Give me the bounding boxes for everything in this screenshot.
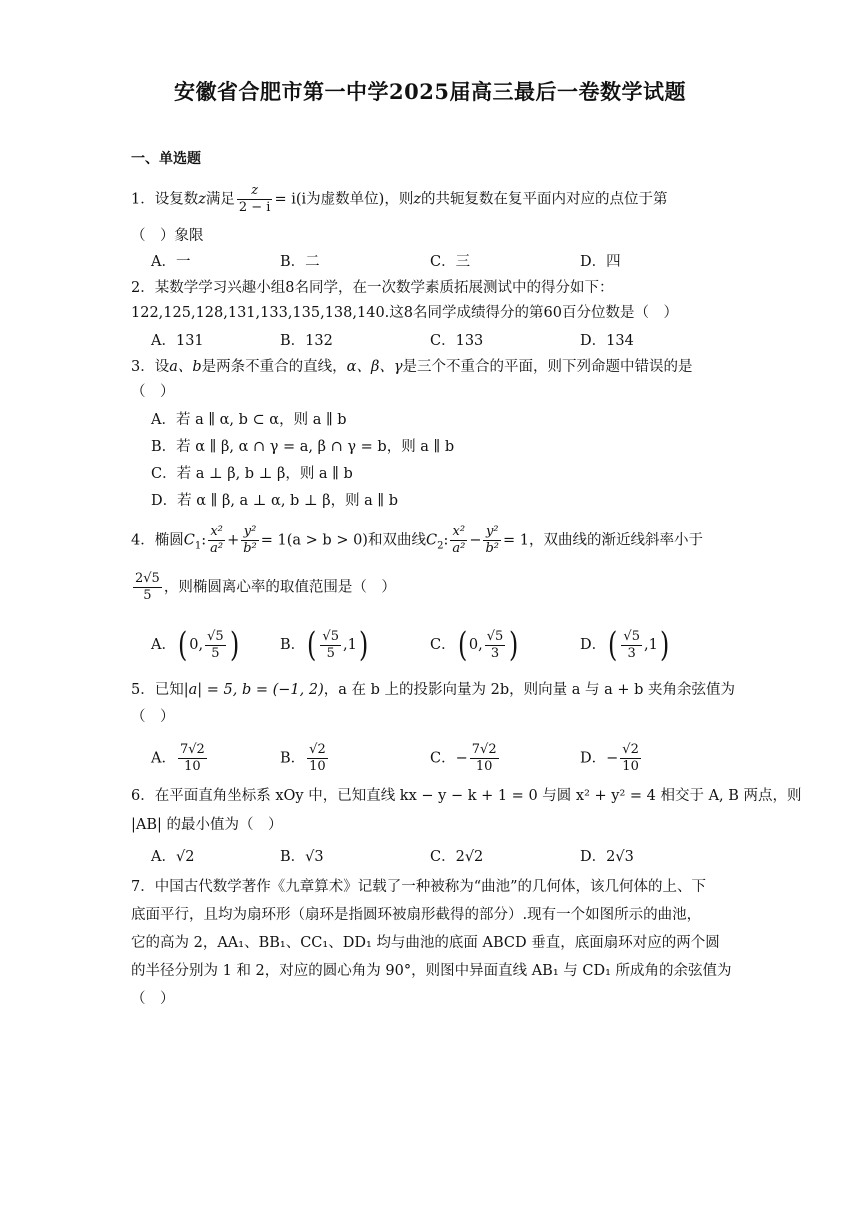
q3-option-c: C．若 a ⊥ β, b ⊥ β，则 a ∥ b: [151, 466, 353, 482]
q5-c-sign: −: [455, 750, 468, 767]
q5-option-b: [280, 742, 330, 775]
q3-line1: [131, 357, 693, 377]
q4-y2: y²: [241, 524, 259, 541]
q4-c-left: 0,: [468, 637, 483, 653]
q3-line2: （ ）: [131, 384, 175, 400]
q5-d-sign: −: [606, 750, 619, 767]
q6-line2: |AB| 的最小值为（ ）: [131, 817, 283, 833]
q4-option-d: D．( $\frac{√5}{3}$ ,1): [580, 625, 670, 665]
q5-c-num: 7√2: [471, 742, 497, 757]
q6-option-a: A．√2: [151, 849, 195, 865]
q5-option-c: [430, 742, 501, 775]
q4-d-den: 3: [627, 645, 636, 661]
q7-line5: （ ）: [131, 991, 175, 1007]
q4-ellipse-eq: = 1(a > b > 0): [260, 532, 368, 549]
q3-option-a: A．若 a ∥ α, b ⊂ α，则 a ∥ b: [151, 412, 347, 428]
q4-b2b: b²: [485, 541, 500, 556]
q4-a-num: √5: [207, 628, 224, 644]
q4-c-num: √5: [486, 628, 504, 644]
q4-frac-y2: [483, 524, 501, 557]
q4-text-b: 和双曲线: [367, 532, 426, 549]
q2-line1: 2．某数学学习兴趣小组8名同学，在一次数学素质拓展测试中的得分如下：: [131, 280, 614, 296]
q4-frac-x2: [450, 524, 467, 557]
q4-b-num: √5: [322, 628, 339, 644]
exam-title: 安徽省合肥市第一中学2025届高三最后一卷数学试题: [174, 79, 686, 104]
q5-b-den: 10: [309, 759, 326, 774]
q4-c1-sub: 1: [194, 540, 202, 552]
q4-a-frac: [205, 629, 226, 662]
q3-text-b: 是两条不重合的直线，: [201, 359, 347, 375]
q5-b-label: B．: [280, 750, 306, 767]
q1-text-c: = i(i为虚数单位)，则: [274, 191, 414, 208]
q2-option-b: B．132: [280, 333, 333, 349]
q1-var-z2: z: [413, 191, 421, 208]
q4-c-frac: [485, 629, 506, 662]
q5-d-num: √2: [622, 742, 639, 757]
q1-option-d: D．四: [580, 254, 621, 270]
q1-fraction: [237, 183, 273, 216]
q1-line2: （ ）象限: [131, 228, 204, 244]
q1-option-b: B．二: [280, 254, 320, 270]
q6-option-c: C．2√2: [430, 849, 484, 865]
q5-line1: [131, 680, 735, 700]
q4-b-den: 5: [326, 645, 335, 661]
q4-c2-sub: 2: [437, 540, 444, 552]
q1-frac-den: 2 − i: [238, 200, 271, 215]
q1-text-d: 的共轭复数在复平面内对应的点位于第: [420, 191, 668, 208]
q4-c-den: 3: [490, 645, 500, 661]
q4-b-right: ,1: [342, 637, 357, 653]
q5-c-den: 10: [475, 759, 493, 774]
q4-slope-num: 2√5: [135, 571, 160, 586]
q1-option-c: C．三: [430, 254, 471, 270]
q4-option-c: C．( 0, $\frac{√5}{3}$ ): [430, 625, 519, 665]
q4-slope-frac: [133, 571, 162, 604]
q4-c-label: C．: [430, 637, 456, 653]
q5-d-label: D．: [580, 750, 607, 767]
q4-d-num: √5: [623, 628, 640, 644]
q4-text-d: ，则椭圆离心率的取值范围是（ ）: [163, 579, 396, 596]
q4-option-b: B．( $\frac{√5}{5}$ ,1): [280, 625, 369, 665]
q5-b-frac: [307, 742, 328, 775]
q4-frac-x: [208, 524, 225, 557]
q5-condition: |a| = 5, b = (−1, 2): [183, 682, 324, 698]
q4-y2b: y²: [483, 524, 501, 541]
q4-line1: 4．椭圆$C_1$: $\frac{\text{x²}}{\text{a²}}$ + $\frac{\text{y²}}{\text{b²}}$ = 1(a > b > 0)和双曲线$C_2$: $\frac{\text{x²}}{\text{a²}}$ − $\frac{\text{y²}}{\text{b²}}$ = 1，双曲线的渐近线斜率小于: [131, 524, 703, 556]
q4-d-right: ,1: [643, 637, 658, 653]
q7-line4: 的半径分别为 1 和 2，对应的圆心角为 90°，则图中异面直线 AB₁ 与 CD₁ 所成角的余弦值为: [131, 963, 732, 979]
q5-d-den: 10: [622, 759, 639, 774]
q4-a-left: 0,: [189, 637, 204, 653]
q4-b-label: B．: [280, 637, 306, 653]
q7-line1: 7．中国古代数学著作《九章算术》记载了一种被称为“曲池”的几何体，该几何体的上、下: [131, 879, 707, 895]
q4-d-label: D．: [580, 637, 607, 653]
section-heading: 一、单选题: [131, 151, 201, 167]
q5-option-d: [580, 742, 643, 775]
q3-option-b: B．若 α ∥ β, α ∩ γ = a, β ∩ γ = b，则 a ∥ b: [151, 439, 455, 455]
q4-c1: C: [183, 532, 195, 549]
q5-b-num: √2: [309, 742, 326, 757]
q5-c-label: C．: [430, 750, 456, 767]
q2-option-a: A．131: [151, 333, 204, 349]
q5-a-label: A．: [151, 750, 176, 767]
q5-line2: （ ）: [131, 709, 175, 725]
q2-line2: 122,125,128,131,133,135,138,140.这8名同学成绩得分的第60百分位数是（ ）: [131, 305, 678, 321]
q1-var-z: z: [198, 191, 206, 208]
q1-text-a: 1．设复数: [131, 191, 199, 208]
q1-line1: [131, 183, 667, 216]
q7-line3: 它的高为 2，AA₁、BB₁、CC₁、DD₁ 均与曲池的底面 ABCD 垂直，底面扇环对应的两个圆: [131, 935, 720, 951]
q1-frac-num: z: [237, 183, 273, 200]
q4-b-frac: [320, 629, 341, 662]
q5-c-frac: [470, 742, 499, 775]
q1-option-a: A．一: [151, 254, 191, 270]
q4-text-c: ，双曲线的渐近线斜率小于: [529, 532, 703, 549]
q5-a-frac: [178, 742, 207, 775]
q5-text-b: ，a 在 b 上的投影向量为 2b，则向量 a 与 a + b 夹角余弦值为: [323, 682, 735, 698]
q4-b2: b²: [243, 541, 257, 556]
q4-a-den: 5: [211, 645, 220, 661]
q3-text-c: 是三个不重合的平面，则下列命题中错误的是: [402, 359, 693, 375]
q2-option-c: C．133: [430, 333, 484, 349]
q4-a2: a²: [210, 541, 224, 556]
q4-x2b: x²: [450, 524, 467, 541]
q4-a-label: A．: [151, 637, 176, 653]
q4-d-frac: [621, 629, 642, 662]
q5-d-frac: [620, 742, 641, 775]
q6-option-d: D．2√3: [580, 849, 634, 865]
q5-option-a: [151, 742, 209, 775]
q4-x2: x²: [208, 524, 225, 541]
q4-frac-y: [241, 524, 259, 557]
q6-line1: 6．在平面直角坐标系 xOy 中，已知直线 kx − y − k + 1 = 0 与圆 x² + y² = 4 相交于 A, B 两点，则: [131, 788, 802, 804]
q4-option-a: A．( 0, $\frac{√5}{5}$ ): [151, 625, 239, 665]
q5-text-a: 5．已知: [131, 682, 184, 698]
q7-line2: 底面平行，且均为扇环形（扇环是指圆环被扇形截得的部分）.现有一个如图所示的曲池，: [131, 907, 702, 923]
q3-option-d: D．若 α ∥ β, a ⊥ α, b ⊥ β，则 a ∥ b: [151, 493, 399, 509]
q4-line2: [131, 571, 396, 604]
q3-lines-ab: a、b: [169, 359, 202, 375]
q2-option-d: D．134: [580, 333, 634, 349]
q4-c2: C: [425, 532, 438, 549]
q6-option-b: B．√3: [280, 849, 324, 865]
q1-text-b: 满足: [205, 191, 235, 208]
q3-text-a: 3．设: [131, 359, 170, 375]
q5-a-den: 10: [184, 759, 201, 774]
q4-hyper-eq: = 1: [503, 532, 529, 549]
q3-planes: α、β、γ: [346, 359, 403, 375]
q4-a2b: a²: [452, 541, 466, 556]
q4-text-a: 4．椭圆: [131, 532, 184, 549]
q4-slope-den: 5: [143, 588, 152, 603]
q5-a-num: 7√2: [179, 742, 205, 757]
